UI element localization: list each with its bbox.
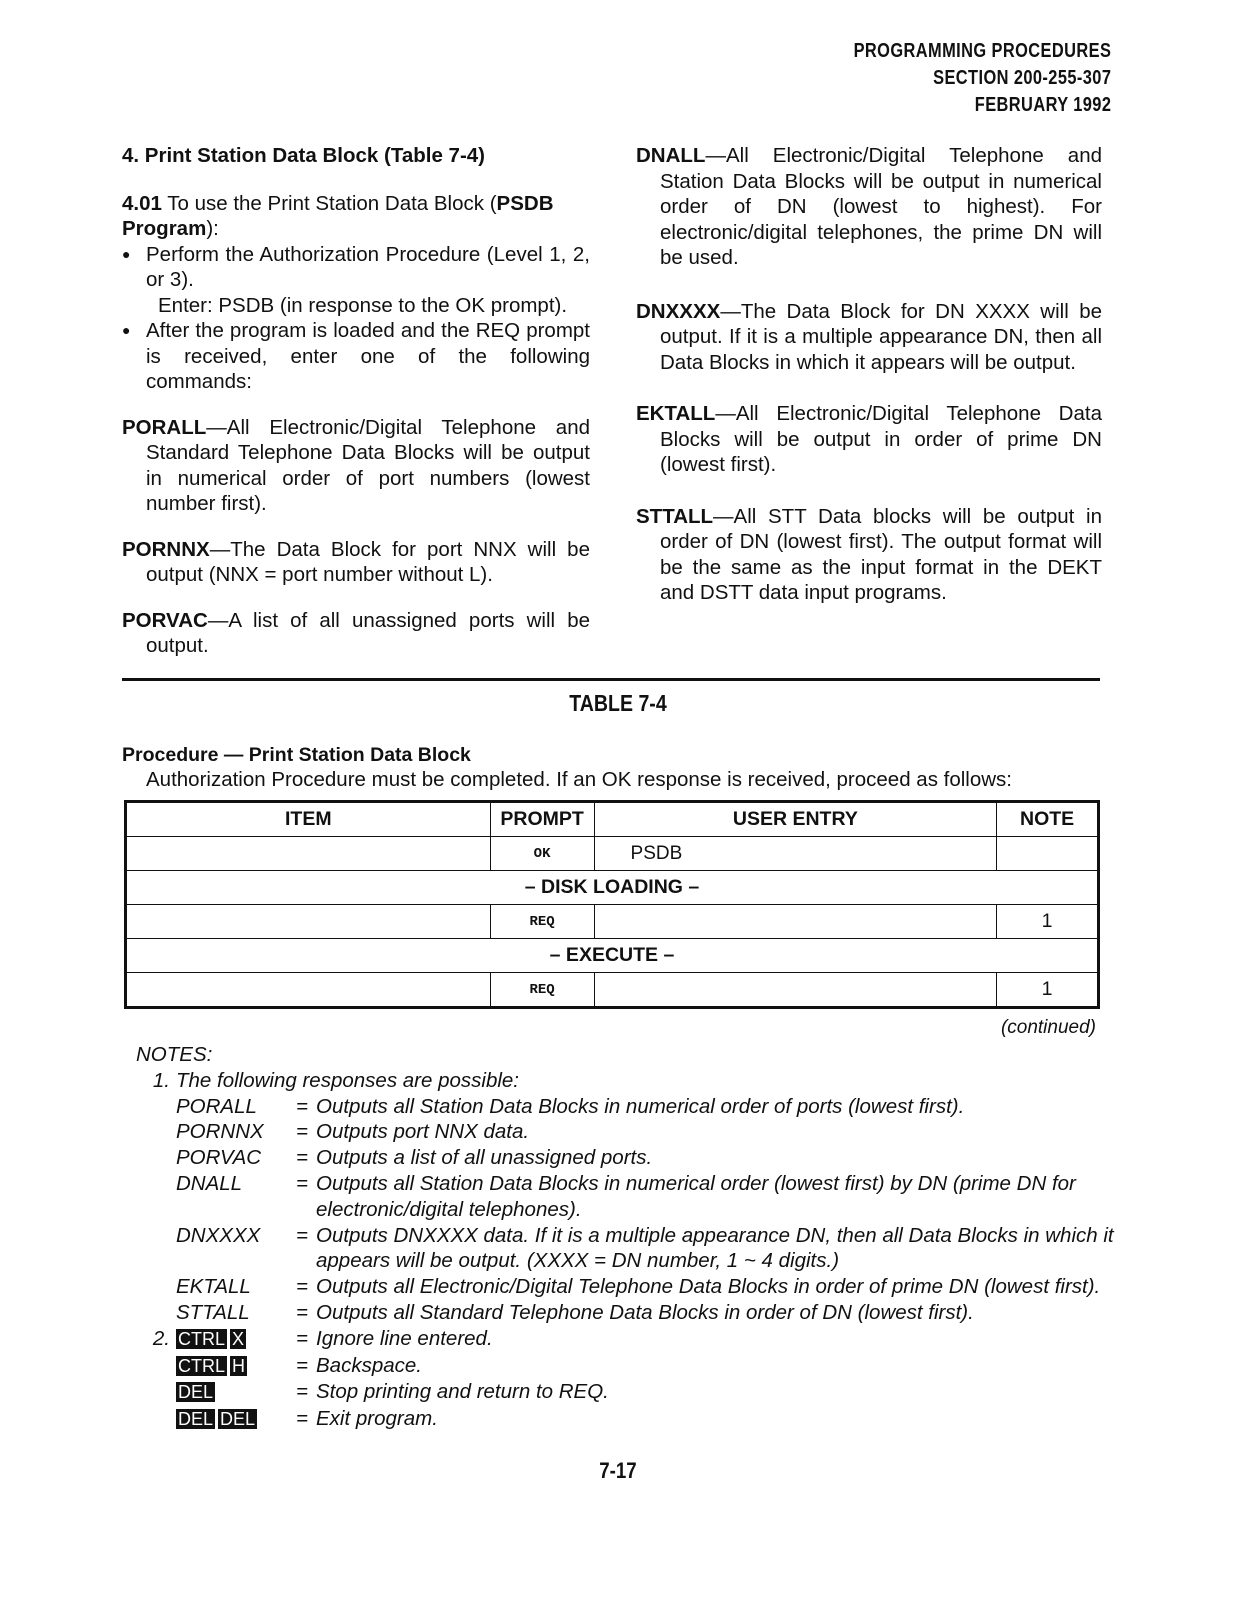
key-combo	[176, 1379, 288, 1406]
procedure-title: Procedure — Print Station Data Block	[122, 744, 471, 766]
intro-end: ):	[206, 217, 219, 240]
key-action: Backspace.	[316, 1353, 422, 1377]
procedure-description: Authorization Procedure must be completed. If an OK response is received, proceed as follows:	[146, 768, 1013, 791]
command-name: PORALL	[122, 415, 207, 439]
response-value: Outputs a list of all unassigned ports.	[316, 1146, 653, 1170]
cell-item	[126, 837, 491, 871]
equals-sign: =	[296, 1275, 308, 1299]
response-row	[136, 1223, 1116, 1275]
key-combo	[176, 1326, 288, 1353]
response-key: PORNNX	[176, 1120, 264, 1144]
key-combo	[176, 1353, 288, 1380]
response-value: Outputs all Station Data Blocks in numerical order of ports (lowest first).	[316, 1094, 965, 1118]
response-key: STTALL	[176, 1300, 250, 1324]
table-row	[126, 973, 1099, 1008]
note-number: 2.	[152, 1326, 170, 1350]
key-action: Ignore line entered.	[316, 1326, 493, 1350]
section-execute: – EXECUTE –	[126, 939, 1099, 973]
table-header-row	[126, 802, 1099, 837]
response-key: EKTALL	[176, 1275, 251, 1299]
cell-note: 1	[997, 973, 1099, 1008]
page-number: 7-17	[599, 1458, 637, 1483]
response-value: Outputs all Station Data Blocks in numerical order (lowest first) by DN (prime DN for electronic/digital telephones).	[316, 1171, 1076, 1221]
key-combo	[176, 1406, 288, 1433]
response-row	[136, 1145, 1116, 1171]
command-desc: —All Electronic/Digital Telephone Data Blocks will be output in order of prime DN (lowest first).	[660, 402, 1102, 476]
keycap: DEL	[220, 1409, 256, 1430]
intro-number: 4.01	[122, 191, 162, 215]
notes-section	[136, 1042, 1116, 1433]
equals-sign: =	[296, 1223, 308, 1247]
response-value: Outputs DNXXXX data. If it is a multiple appearance DN, then all Data Blocks in which it appears will be output. (XXXX = DN number, 1 ~ 4 digits.)	[316, 1223, 1114, 1273]
command-sttall	[636, 504, 1102, 606]
equals-sign: =	[296, 1326, 308, 1350]
intro-text: To use the Print Station Data Block (	[161, 191, 497, 215]
response-row	[136, 1300, 1116, 1326]
response-row	[136, 1119, 1116, 1145]
procedure-table	[124, 800, 1100, 1009]
equals-sign: =	[296, 1407, 308, 1431]
header-line-1: PROGRAMMING PROCEDURES	[853, 40, 1111, 62]
command-name: DNALL	[636, 144, 706, 167]
notes-title: NOTES:	[136, 1043, 213, 1066]
command-name: EKTALL	[636, 402, 716, 425]
section-divider	[122, 678, 1100, 681]
equals-sign: =	[296, 1300, 308, 1324]
key-action: Stop printing and return to REQ.	[316, 1380, 609, 1404]
keycap: DEL	[178, 1382, 214, 1403]
enter-instruction: Enter: PSDB (in response to the OK prompt).	[158, 293, 568, 317]
intro-program: PSDB Program	[122, 191, 554, 240]
cell-user-entry	[594, 973, 997, 1008]
keycap: DEL	[178, 1409, 214, 1430]
section-heading: 4. Print Station Data Block (Table 7-4)	[122, 144, 485, 167]
command-name: PORNNX	[122, 537, 210, 561]
cell-user-entry: PSDB	[594, 837, 997, 871]
command-name: DNXXXX	[636, 299, 721, 323]
cell-prompt: REQ	[490, 905, 594, 939]
equals-sign: =	[296, 1120, 308, 1144]
command-desc: —All Electronic/Digital Telephone and Station Data Blocks will be output in numerical order of DN (lowest to highest). For electronic/digital telephones, the prime DN will be used.	[660, 144, 1102, 269]
command-pornnx	[122, 537, 590, 588]
response-value: Outputs all Electronic/Digital Telephone Data Blocks in order of prime DN (lowest first).	[316, 1275, 1101, 1299]
response-row	[136, 1094, 1116, 1120]
table-row	[126, 905, 1099, 939]
keycap: X	[232, 1328, 245, 1349]
cell-prompt: REQ	[490, 973, 594, 1008]
equals-sign: =	[296, 1146, 308, 1170]
header-line-2: SECTION 200-255-307	[932, 67, 1111, 89]
equals-sign: =	[296, 1353, 308, 1377]
section-disk-loading: – DISK LOADING –	[126, 871, 1099, 905]
key-row	[136, 1406, 1116, 1433]
continued-label: (continued)	[1000, 1017, 1096, 1038]
response-key: PORALL	[176, 1094, 257, 1118]
command-desc: —All STT Data blocks will be output in order of DN (lowest first). The output format will be the same as the input format in the DEKT and DSTT data input programs.	[660, 504, 1102, 604]
response-value: Outputs port NNX data.	[316, 1120, 530, 1144]
keycap: H	[232, 1355, 246, 1376]
table-section-row	[126, 939, 1099, 973]
command-dnxxxx	[636, 299, 1102, 376]
command-name: STTALL	[636, 504, 714, 528]
keycap: CTRL	[178, 1355, 226, 1376]
key-row	[136, 1379, 1116, 1406]
note-text: The following responses are possible:	[176, 1068, 519, 1092]
cell-item	[126, 905, 491, 939]
cell-note: 1	[997, 905, 1099, 939]
command-desc: —The Data Block for port NNX will be output (NNX = port number without L).	[146, 537, 590, 586]
note-2-key-row	[136, 1326, 1116, 1353]
key-action: Exit program.	[316, 1407, 438, 1431]
command-ektall	[636, 401, 1102, 478]
header-prompt: PROMPT	[490, 802, 594, 837]
keycap: CTRL	[178, 1328, 226, 1349]
command-porvac	[122, 608, 590, 659]
note-1	[136, 1068, 1116, 1094]
command-desc: —The Data Block for DN XXXX will be output. If it is a multiple appearance DN, then all Data Blocks in which it appears will be output.	[660, 299, 1102, 374]
cell-user-entry	[594, 905, 997, 939]
response-key: DNALL	[176, 1171, 243, 1195]
table-row	[126, 837, 1099, 871]
response-value: Outputs all Standard Telephone Data Blocks in order of DN (lowest first).	[316, 1300, 974, 1324]
header-note: NOTE	[997, 802, 1099, 837]
bullet-req-prompt: ● After the program is loaded and the REQ prompt is received, enter one of the following commands:	[122, 318, 590, 395]
header-line-3: FEBRUARY 1992	[974, 94, 1111, 116]
bullet-authorization: ● Perform the Authorization Procedure (Level 1, 2, or 3).	[122, 242, 590, 293]
table-title: TABLE 7-4	[569, 690, 667, 716]
command-dnall	[636, 143, 1102, 271]
command-porall	[122, 415, 590, 517]
intro-paragraph	[122, 191, 590, 242]
left-column	[122, 143, 590, 659]
table-section-row	[126, 871, 1099, 905]
equals-sign: =	[296, 1171, 308, 1195]
command-desc: —A list of all unassigned ports will be output.	[146, 608, 590, 657]
key-row	[136, 1353, 1116, 1380]
header-item: ITEM	[126, 802, 491, 837]
response-row	[136, 1274, 1116, 1300]
response-row	[136, 1171, 1116, 1223]
cell-note	[997, 837, 1099, 871]
cell-prompt: OK	[490, 837, 594, 871]
header-user-entry: USER ENTRY	[594, 802, 997, 837]
right-column	[636, 143, 1102, 606]
cell-item	[126, 973, 491, 1008]
note-number: 1.	[152, 1068, 170, 1092]
response-key: DNXXXX	[176, 1223, 261, 1247]
page-header	[853, 38, 1111, 119]
equals-sign: =	[296, 1380, 308, 1404]
response-key: PORVAC	[176, 1146, 262, 1170]
command-name: PORVAC	[122, 608, 208, 632]
equals-sign: =	[296, 1094, 308, 1118]
command-desc: —All Electronic/Digital Telephone and Standard Telephone Data Blocks will be output in numerical order of port numbers (lowest number first).	[146, 415, 590, 515]
